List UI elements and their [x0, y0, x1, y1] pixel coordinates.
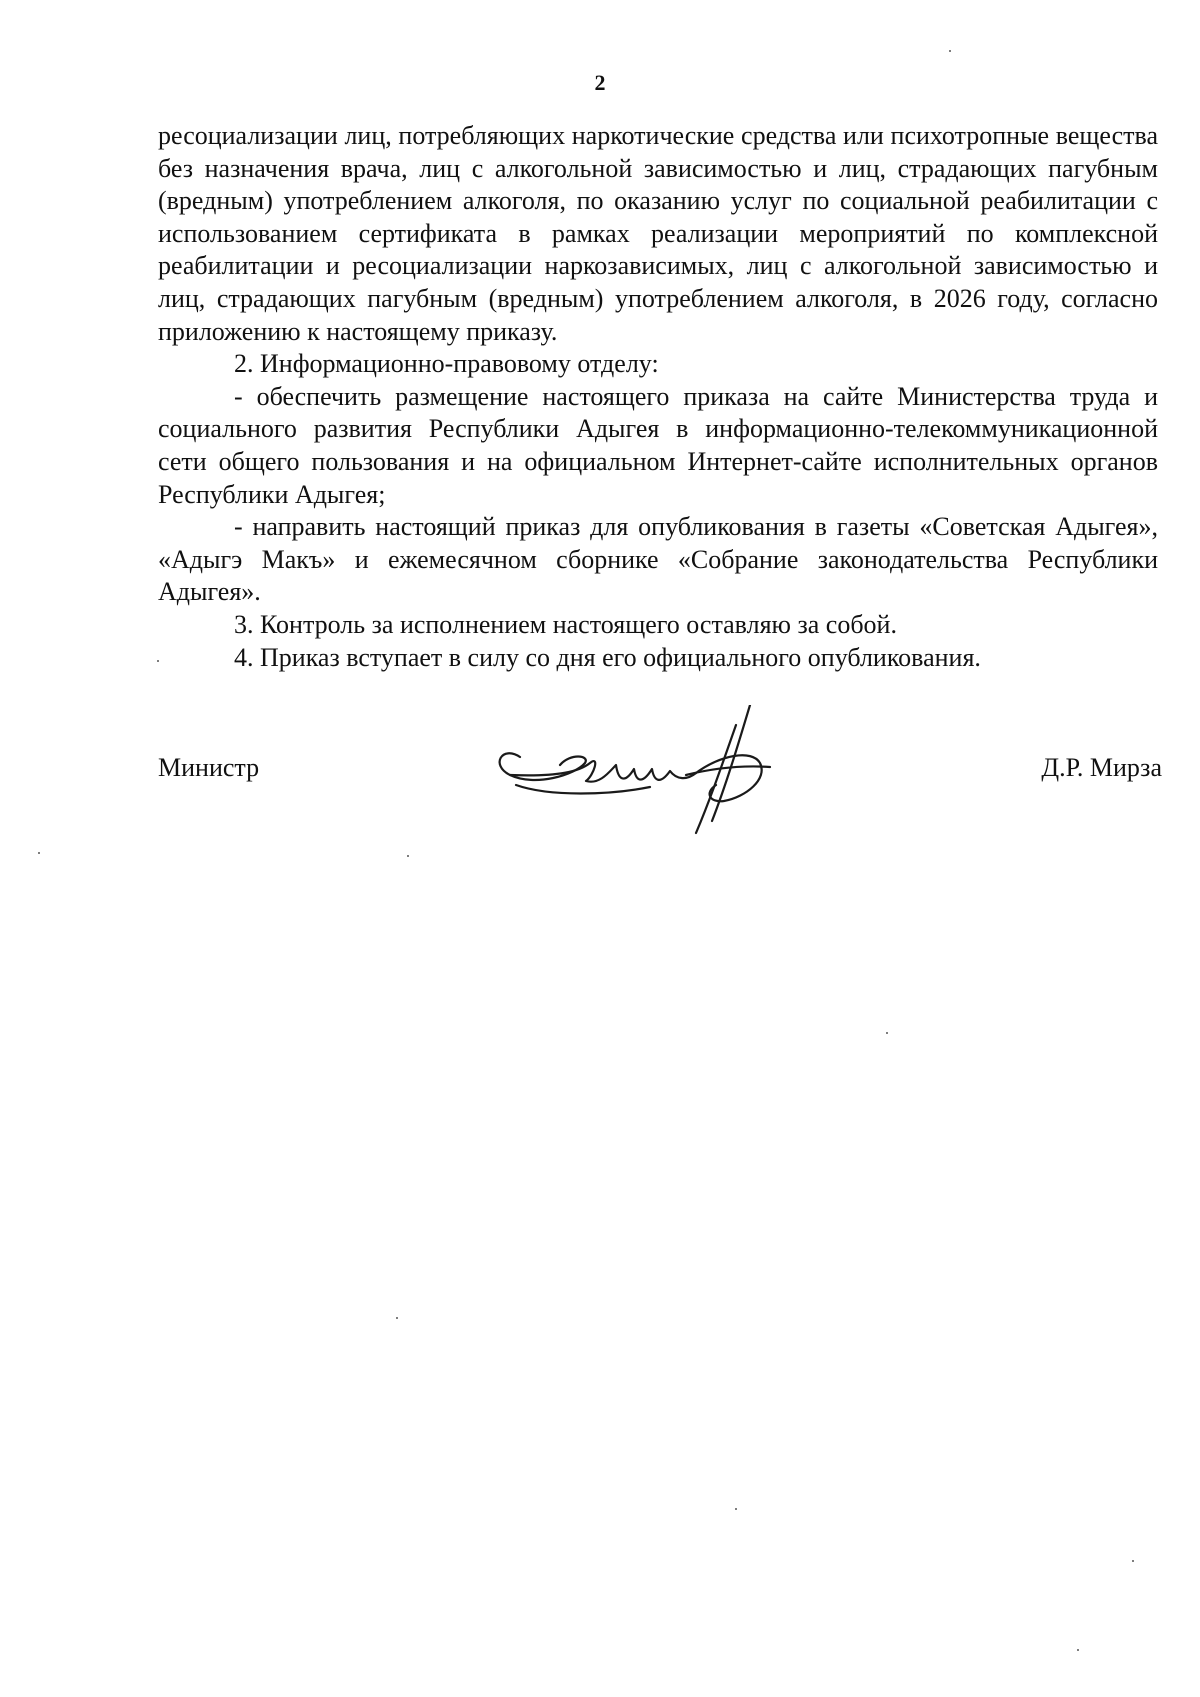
scan-speck: [396, 1317, 398, 1319]
scan-speck: [157, 660, 159, 662]
signatory-name: Д.Р. Мирза: [1041, 753, 1162, 782]
scan-speck: [735, 1508, 737, 1510]
paragraph-item-3: 3. Контроль за исполнением настоящего оставляю за собой.: [234, 609, 897, 639]
paragraph-continuation: ресоциализации лиц, потребляющих наркотические средства или психотропные вещества без назначения врача, лиц с алкогольной зависимостью и лиц, страдающих пагубным (вредным) употреблением алкоголя, по оказанию услуг по социальной реабилитации с использованием сертификата в рамках реализации мероприятий по комплексной реабилитации и ресоциализации наркозависимых, лиц с алкогольной зависимостью и лиц, страдающих пагубным (вредным) употреблением алкоголя, в 2026 году, согласно приложению к настоящему приказу.: [158, 121, 1158, 346]
signature-block: [158, 705, 1162, 845]
signatory-title: Министр: [158, 753, 260, 782]
scan-speck: [1132, 1560, 1134, 1562]
paragraph-item-4: 4. Приказ вступает в силу со дня его официального опубликования.: [234, 642, 981, 672]
scan-speck: [1077, 1649, 1079, 1651]
document-body: [158, 120, 1158, 674]
scan-speck: [407, 855, 409, 857]
paragraph-item-2: 2. Информационно-правовому отделу:: [234, 349, 659, 379]
paragraph-subitem-publish-site: - обеспечить размещение настоящего приказа на сайте Министерства труда и социального развития Республики Адыгея в информационно-телекоммуникационной сети общего пользования и на официальном Интернет-сайте исполнительных органов Республики Адыгея;: [158, 381, 1158, 509]
paragraph-subitem-publish-newspapers: - направить настоящий приказ для опубликования в газеты «Советская Адыгея», «Адыгэ Макъ» и ежемесячном сборнике «Собрание законодательства Республики Адыгея».: [158, 512, 1158, 607]
scan-speck: [38, 852, 40, 854]
scan-speck: [886, 1032, 888, 1034]
handwritten-signature-icon: [490, 705, 800, 845]
scan-speck: [949, 50, 951, 52]
page-number: 2: [594, 70, 606, 95]
